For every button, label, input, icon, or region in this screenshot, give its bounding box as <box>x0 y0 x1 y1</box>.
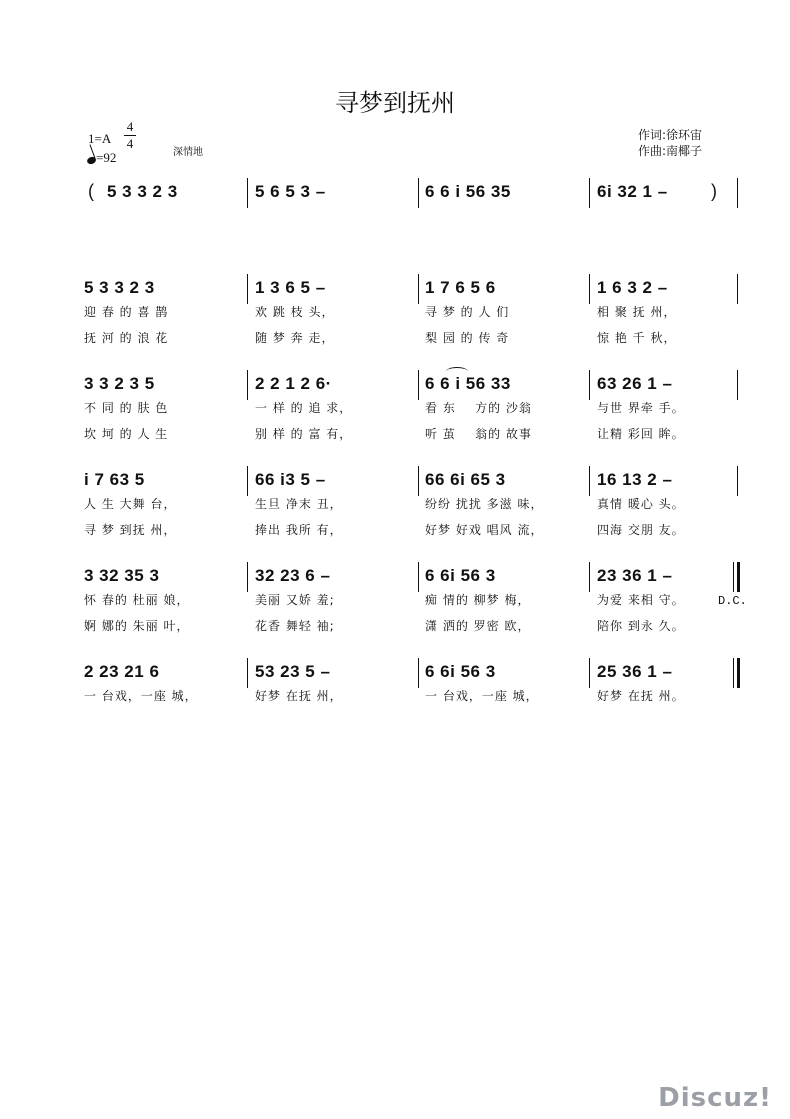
lyric-line-2: 捧出 我所 有， <box>255 523 343 537</box>
measure: 2 2 1 2 6· <box>255 374 332 393</box>
intro-measure-1: 5 3 3 2 3 <box>107 182 178 201</box>
lyric-line-1: 人 生 大舞 台， <box>84 497 177 511</box>
lyric-line-2: 四海 交朋 友。 <box>597 523 685 537</box>
intro-measure-3: 6 6 i 56 35 <box>425 182 511 201</box>
lyric-line-2: 别 样 的 富 有， <box>255 427 353 441</box>
lyric-line-2: 婀 娜的 朱丽 叶， <box>84 619 190 633</box>
meter-bottom: 4 <box>126 136 134 151</box>
expression-mark: 深情地 <box>173 147 203 158</box>
measure: 16 13 2 – <box>597 470 673 489</box>
measure: 6 6i 56 3 <box>425 566 496 585</box>
measure: 3 3 2 3 5 <box>84 374 155 393</box>
score-row-2 <box>0 374 790 464</box>
measure: 1 6 3 2 – <box>597 278 668 297</box>
score-row-5 <box>0 662 790 752</box>
lyric-line-1: 一 样 的 追 求， <box>255 401 353 415</box>
measure: 32 23 6 – <box>255 566 331 585</box>
lyric-line-1: 生旦 净末 丑， <box>255 497 343 511</box>
lyric-line-2: 梨 园 的 传 奇 <box>425 331 510 345</box>
lyric-line-1: 一 台戏，一座 城， <box>425 689 539 703</box>
measure: 1 3 6 5 – <box>255 278 326 297</box>
measure: i 7 63 5 <box>84 470 145 489</box>
intro-row <box>0 182 790 272</box>
tempo-marking <box>87 150 116 166</box>
lyricist: 作词:徐环宙 <box>638 128 703 142</box>
lyric-line-1: 怀 春的 杜丽 娘， <box>84 593 190 607</box>
lyric-line-2: 花香 舞轻 袖; <box>255 619 335 633</box>
lyric-line-2: 寻 梦 到抚 州， <box>84 523 177 537</box>
lyric-line-1: 美丽 又娇 羞; <box>255 593 335 607</box>
composer: 作曲:南椰子 <box>638 144 703 158</box>
lyric-line-1: 痴 情的 柳梦 梅， <box>425 593 531 607</box>
measure: 66 i3 5 – <box>255 470 326 489</box>
song-title: 寻梦到抚州 <box>335 89 455 117</box>
open-paren: ( <box>88 181 94 201</box>
lyric-line-1: 真情 暖心 头。 <box>597 497 685 511</box>
measure: 66 6i 65 3 <box>425 470 506 489</box>
lyric-line-1: 好梦 在抚 州。 <box>597 689 685 703</box>
lyric-line-1: 与世 界牵 手。 <box>597 401 685 415</box>
lyric-line-1: 纷纷 扰扰 多滋 味， <box>425 497 544 511</box>
measure: 6 6 i 56 33 <box>425 374 511 393</box>
lyric-line-1: 相 聚 抚 州， <box>597 305 677 319</box>
meter-top: 4 <box>126 119 134 134</box>
dc-mark: D.C. <box>718 594 747 608</box>
intro-measure-2: 5 6 5 3 – <box>255 182 326 201</box>
credits <box>638 127 702 159</box>
score-row-4 <box>0 566 790 656</box>
lyric-line-2: 坎 坷 的 人 生 <box>84 427 169 441</box>
lyric-line-2: 听 茧 翁的 故事 <box>425 427 532 441</box>
lyric-line-2: 好梦 好戏 唱风 流， <box>425 523 544 537</box>
lyric-line-2: 陪你 到永 久。 <box>597 619 685 633</box>
lyric-line-1: 迎 春 的 喜 鹊 <box>84 305 169 319</box>
score-row-3 <box>0 470 790 560</box>
lyric-line-2: 抚 河 的 浪 花 <box>84 331 169 345</box>
measure: 63 26 1 – <box>597 374 673 393</box>
measure: 5 3 3 2 3 <box>84 278 155 297</box>
key-signature: 1=A <box>88 131 112 146</box>
tempo-value: =92 <box>96 150 117 165</box>
close-paren: ) <box>711 181 717 201</box>
lyric-line-2: 随 梦 奔 走， <box>255 331 335 345</box>
lyric-line-1: 一 台戏，一座 城， <box>84 689 198 703</box>
lyric-line-1: 寻 梦 的 人 们 <box>425 305 510 319</box>
measure: 2 23 21 6 <box>84 662 160 681</box>
lyric-line-1: 好梦 在抚 州， <box>255 689 343 703</box>
intro-measure-4: 6i 32 1 – <box>597 182 668 201</box>
time-signature <box>123 119 137 152</box>
measure: 3 32 35 3 <box>84 566 160 585</box>
lyric-line-2: 惊 艳 千 秋， <box>597 331 677 345</box>
measure: 23 36 1 – <box>597 566 673 585</box>
watermark-logo: Discuz! <box>658 1083 772 1113</box>
measure: 25 36 1 – <box>597 662 673 681</box>
measure: 1 7 6 5 6 <box>425 278 496 297</box>
lyric-line-2: 让精 彩回 眸。 <box>597 427 685 441</box>
lyric-line-1: 不 同 的 肤 色 <box>84 401 169 415</box>
score-row-1 <box>0 278 790 368</box>
measure: 6 6i 56 3 <box>425 662 496 681</box>
lyric-line-2: 潇 洒的 罗密 欧， <box>425 619 531 633</box>
measure: 53 23 5 – <box>255 662 331 681</box>
lyric-line-1: 欢 跳 枝 头， <box>255 305 335 319</box>
lyric-line-1: 为爱 来相 守。 <box>597 593 685 607</box>
lyric-line-1: 看 东 方的 沙翁 <box>425 401 532 415</box>
